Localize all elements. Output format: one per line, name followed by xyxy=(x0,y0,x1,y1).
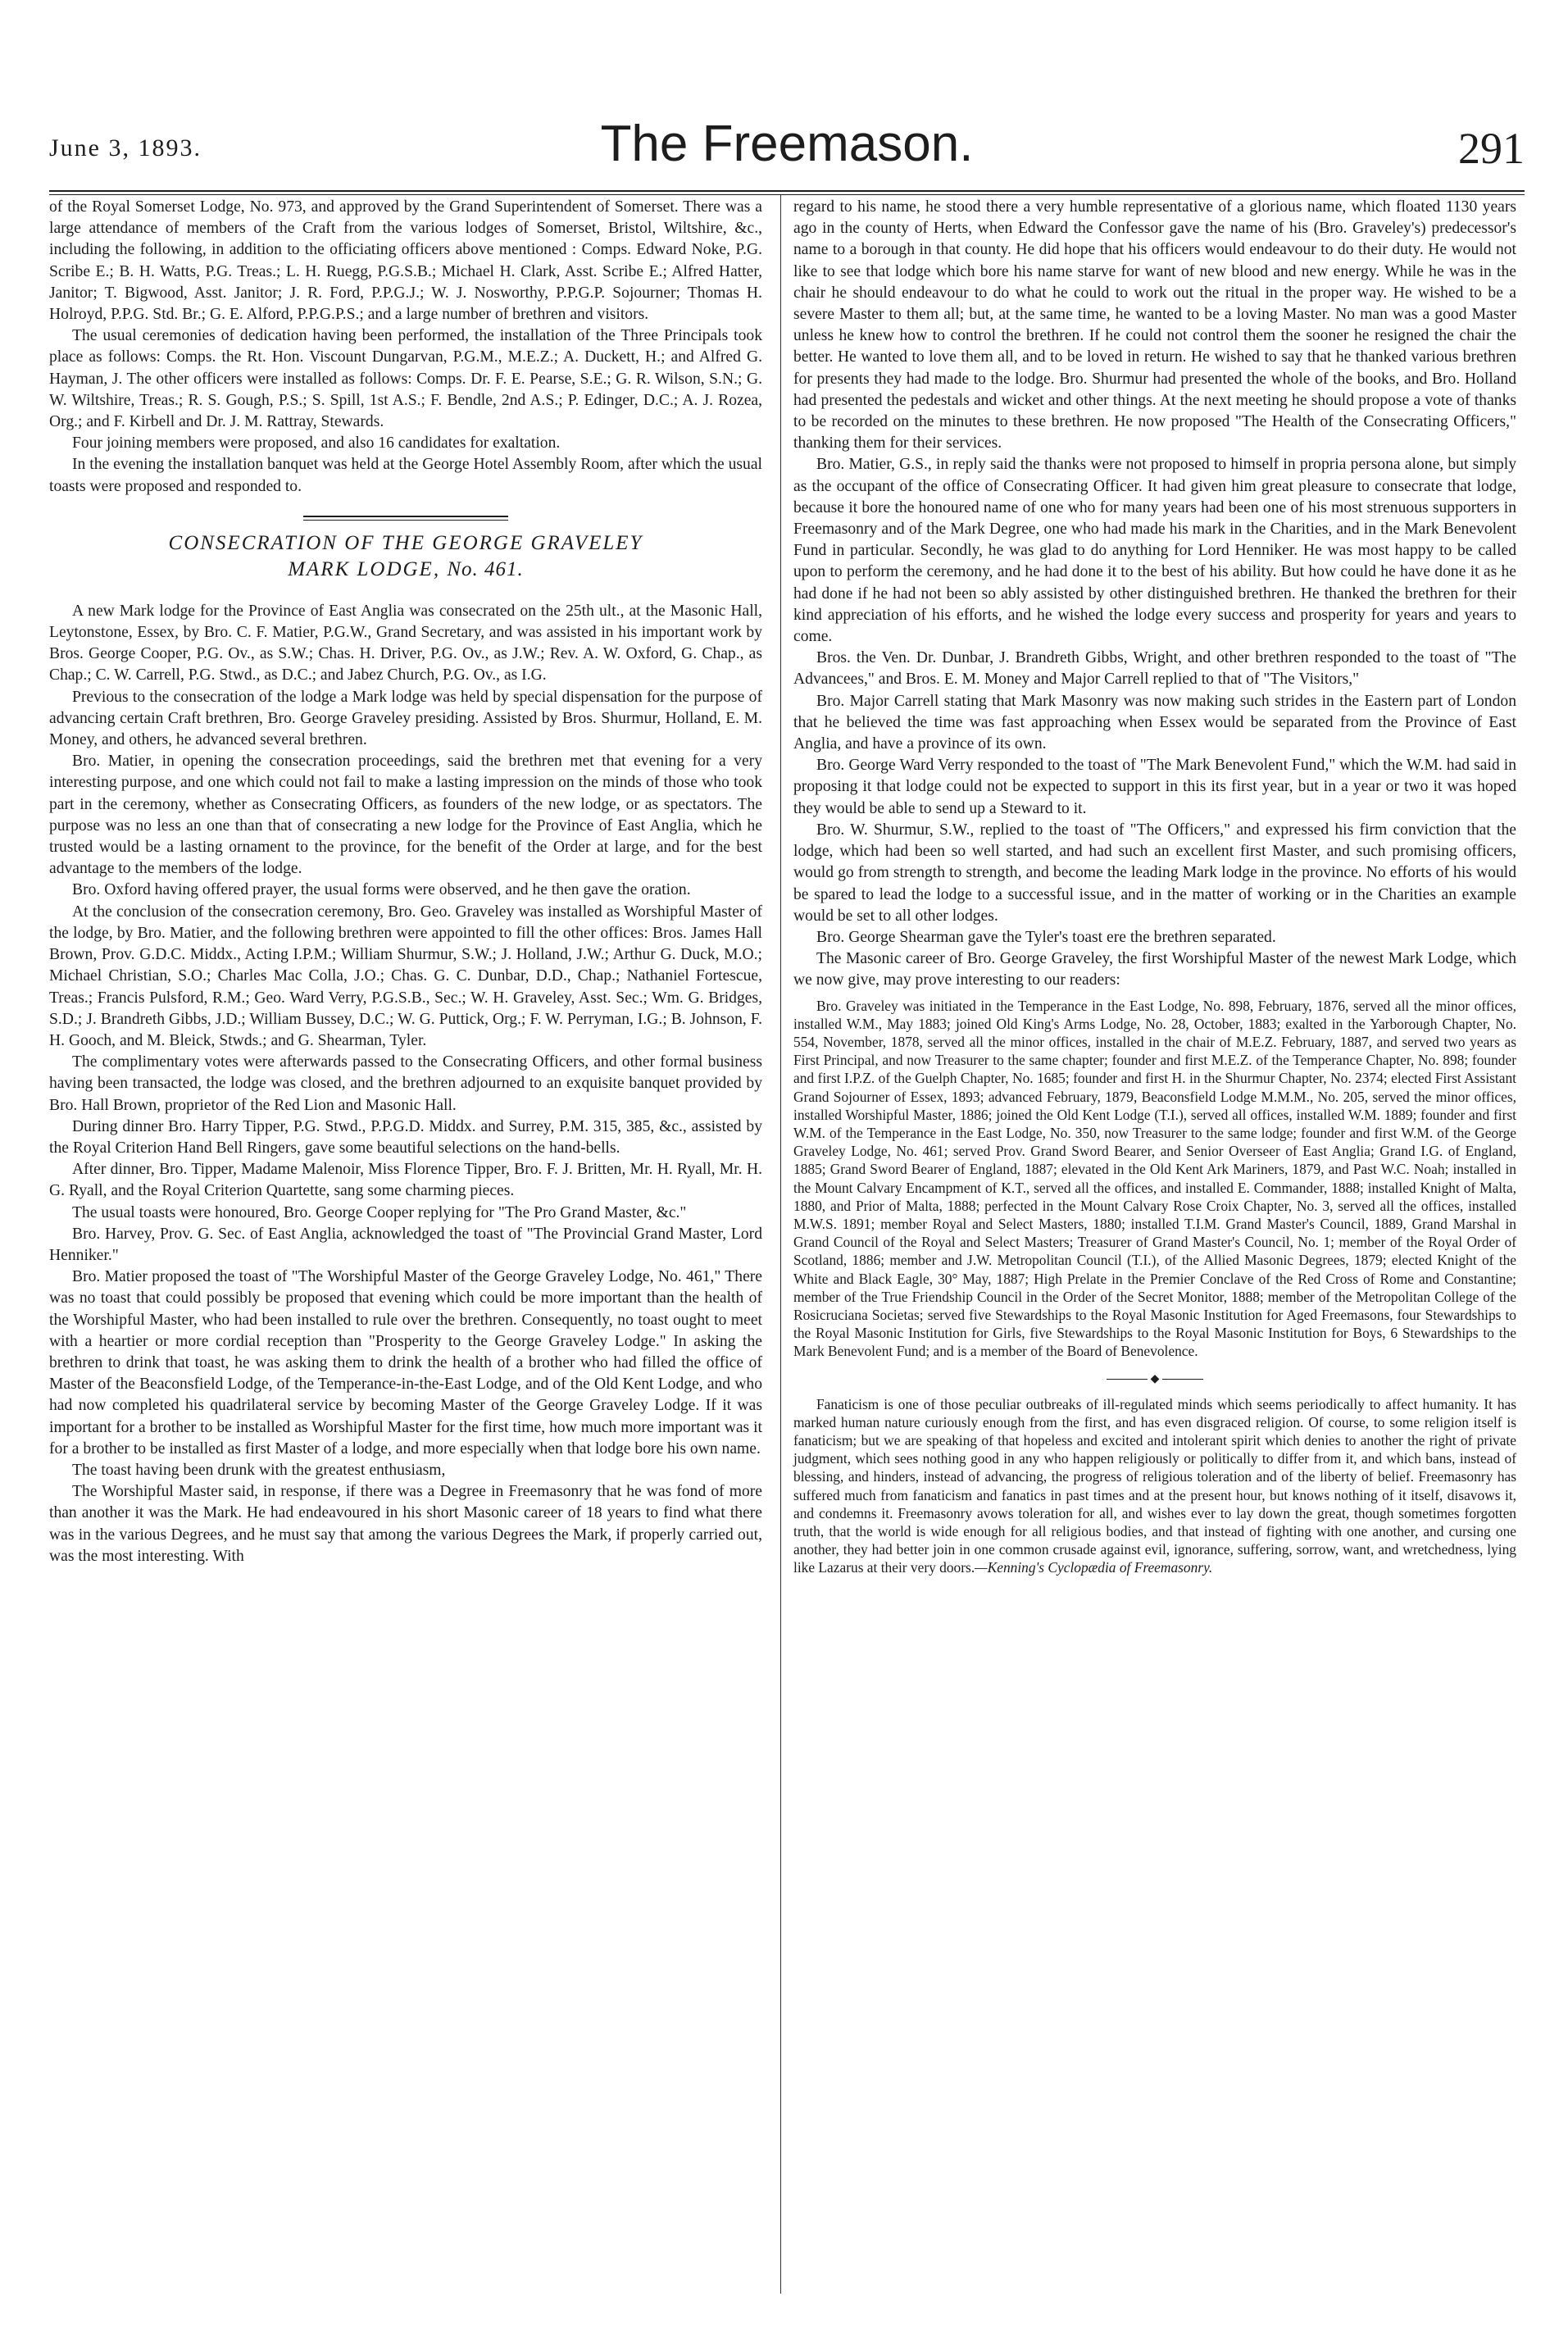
article-paragraph: Bro. Harvey, Prov. G. Sec. of East Anglia, acknowledged the toast of "The Provincial Grand Master, Lord Henniker." xyxy=(49,1225,762,1264)
article-paragraph: The complimentary votes were afterwards passed to the Consecrating Officers, and other formal business having been transacted, the lodge was closed, and the brethren adjourned to an exquisite banquet provided by Bro. Hall Brown, proprietor of the Red Lion and Masonic Hall. xyxy=(49,1053,762,1114)
article-paragraph: Bro. George Shearman gave the Tyler's toast ere the brethren separated. xyxy=(816,928,1276,946)
issue-date: June 3, 1893. xyxy=(49,134,202,161)
fanaticism-paragraph xyxy=(793,1395,1516,1577)
page-number: 291 xyxy=(1458,124,1525,173)
article-paragraph: The usual toasts were honoured, Bro. George Cooper replying for "The Pro Grand Master, &c." xyxy=(72,1203,687,1221)
header-rule xyxy=(49,190,1525,192)
intro-paragraph: In the evening the installation banquet was held at the George Hotel Assembly Room, after which the usual toasts were proposed and responded to. xyxy=(49,456,762,495)
fanaticism-source: —Kenning's Cyclopædia of Freemasonry. xyxy=(975,1559,1213,1576)
article-paragraph: At the conclusion of the consecration ceremony, Bro. Geo. Graveley was installed as Worshipful Master of the lodge, by Bro. Matier, and the following brethren were appointed to fill the other offices: Bros. James Hall Brown, Prov. G.D.C. Middx., Acting I.P.M.; William Shurmur, S.W.; J. Holland, J.W.; Arthur G. Duck, M.O.; Michael Christian, S.O.; Charles Mac Colla, J.O.; Chas. G. C. Dunbar, D.D., Chap.; Nathaniel Fortescue, Treas.; Francis Pulsford, R.M.; Geo. Ward Verry, P.G.S.B., Sec.; W. H. Graveley, Asst. Sec.; Wm. G. Bridges, S.D.; J. Brandreth Gibbs, J.D.; William Bussey, D.C.; W. G. Puttick, Org.; F. W. Perryman, I.G.; B. Johnson, F. H. Gooch, and M. Bleick, Stwds.; and G. Shearman, Tyler. xyxy=(49,903,762,1049)
article-paragraph: The Masonic career of Bro. George Graveley, the first Worshipful Master of the newest Mark Lodge, which we now give, may prove interesting to our readers: xyxy=(793,950,1516,989)
diamond-icon: ◆ xyxy=(1150,1372,1160,1385)
article-heading xyxy=(49,530,762,583)
ornament-divider xyxy=(793,1374,1516,1385)
article-heading-line-2: MARK LODGE, No. 461. xyxy=(288,557,524,580)
right-column xyxy=(793,197,1516,1577)
masthead xyxy=(49,115,1525,189)
article-paragraph: Previous to the consecration of the lodge a Mark lodge was held by special dispensation for the purpose of advancing certain Craft brethren, Bro. George Graveley presiding. Assisted by Bros. Shurmur, Holland, E. M. Money, and others, he advanced several brethren. xyxy=(49,688,762,749)
article-paragraph: The toast having been drunk with the greatest enthusiasm, xyxy=(72,1461,446,1479)
article-paragraph: After dinner, Bro. Tipper, Madame Malenoir, Miss Florence Tipper, Bro. F. J. Britten, Mr. H. Ryall, Mr. H. G. Ryall, and the Royal Criterion Quartette, sang some charming pieces. xyxy=(49,1161,762,1200)
intro-paragraph: of the Royal Somerset Lodge, No. 973, and approved by the Grand Superintendent of Somerset. There was a large attendance of members of the Craft from the various lodges of Somerset, Bristol, Wiltshire, &c., including the following, in addition to the officiating officers above mentioned : Comps. Edward Noke, P.G. Scribe E.; B. H. Watts, P.G. Treas.; L. H. Ruegg, P.G.S.B.; Michael H. Clark, Asst. Scribe E.; Alfred Hatter, Janitor; T. Bigwood, Asst. Janitor; J. R. Ford, P.P.G.J.; W. J. Nosworthy, P.P.G.P. Sojourner; Thomas H. Holroyd, P.P.G. Std. Br.; G. E. Alford, P.P.G.P.S.; and a large number of brethren and visitors. xyxy=(49,198,762,324)
intro-paragraph: Four joining members were proposed, and also 16 candidates for exaltation. xyxy=(72,434,561,453)
career-paragraph: Bro. Graveley was initiated in the Temperance in the East Lodge, No. 898, February, 1876, served all the minor offices, installed W.M., May 1883; joined Old King's Arms Lodge, No. 28, October, 1883; exalted in the Yarborough Chapter, No. 554, November, 1878, served all the minor offices, installed in the chair of M.E.Z. February, 1887, and served two years as First Principal, and now Treasurer to the same chapter; founder and first M.E.Z. of the Temperance Chapter, No. 898; founder and first I.P.Z. of the Guelph Chapter, No. 1685; founder and first H. in the Shurmur Chapter, No. 2374; elected First Assistant Grand Sojourner of Essex, 1893; advanced February, 1879, Beaconsfield Lodge M.M.M., No. 205, served the minor offices, installed Worshipful Master, 1886; joined the Old Kent Lodge (T.I.), served all offices, installed W.M. 1889; founder and first W.M. of the Temperance in the East Lodge, No. 350, now Treasurer to the same lodge; founder and first W.M. of the George Graveley Lodge, No. 461; served Prov. Grand Sword Bearer, and Senior Overseer of East Anglia; Grand I.G. of England, 1885; Grand Sword Bearer of England, 1887; elevated in the Old Kent Ark Mariners, 1879, and Past W.C. Noah; installed in the Mount Calvary Encampment of K.T., served all the offices, and installed E. Commander, 1888; installed Knight of Malta, 1880, and Prior of Malta, 1888; perfected in the Mount Calvary Rose Croix Chapter, No. 3, served all the offices, installed M.W.S. 1891; member Royal and Select Masters, 1880; installed T.I.M. Grand Master's Council, 1889, Grand Marshal in Grand Council of the Royal and Select Masters; Treasurer of Grand Master's Council, No. 1; member of the Royal Order of Scotland, 1886; member and J.W. Metropolitan Council (T.I.), of the Allied Masonic Degrees, 1879; elected Knight of the White and Black Eagle, 30° May, 1887; High Prelate in the Premier Conclave of the Red Cross of Rome and Constantine; member of the True Friendship Council in the Order of the Secret Monitor, 1888; member of the Metropolitan College of the Rosicruciana Societas; served five Stewardships to the Royal Masonic Institution for Aged Freemasons, four Stewardships to the Royal Masonic Institution for Girls, five Stewardships to the Royal Masonic Institution for Boys, 6 Stewardships to the Mark Benevolent Fund; and is a member of the Board of Benevolence. xyxy=(793,997,1516,1360)
article-paragraph: Bro. Matier, G.S., in reply said the thanks were not proposed to himself in propria persona alone, but simply as the occupant of the office of Consecrating Officer. It had given him great pleasure to consecrate that lodge, because it bore the honoured name of one who for many years had been one of his most strenuous supporters in Freemasonry and of the Mark Degree, one who had made his mark in the Charities, and in the Mark Benevolent Fund in particular. Secondly, he was glad to do anything for Lord Henniker. He was most happy to be called upon to perform the ceremony, and he had done it to the best of his ability. But how could he have done it as he had done if he had not been so ably assisted by other distinguished brethren. He thanked the brethren for their kind appreciation of his efforts, and he wished the lodge every success and prosperity for years and years to come. xyxy=(793,456,1516,646)
fanaticism-text: Fanaticism is one of those peculiar outbreaks of ill-regulated minds which seems periodically to affect humanity. It has marked human nature curiously enough from the first, and has even disgraced religion. Of course, to some religion itself is fanaticism; but we are speaking of that hopeless and excited and intolerant spirit which denies to another the right of private judgment, which sees nothing good in any who happen religiously or politically to differ from it, and which bans, instead of blessing, and hinders, instead of advancing, the progress of religious toleration and of the liberty of belief. Freemasonry has suffered much from fanaticism and fanatics in past times and at the present hour, but knows nothing of it itself, disavows it, and condemns it. Freemasonry avows toleration for all, and wishes ever to lay down the great, though sometimes forgotten truth, that the world is wide enough for all religious bodies, and that instead of fighting with one another, and cursing one another, they had better join in one common crusade against evil, ignorance, suffering, sorrow, want, and wretchedness, lying like Lazarus at their very doors. xyxy=(793,1395,1516,1576)
article-paragraph: Bro. George Ward Verry responded to the toast of "The Mark Benevolent Fund," which the W.M. had said in proposing it that lodge could not be expected to support in this its first year, but in a year or two it was hoped they would be able to send up a Steward to it. xyxy=(793,757,1516,817)
column-divider xyxy=(780,195,781,2294)
article-paragraph: Bro. Matier proposed the toast of "The Worshipful Master of the George Graveley Lodge, No. 461," There was no toast that could possibly be proposed that evening which could be more important than the health of the Worshipful Master, who had been installed to rule over the brethren. Consequently, no toast ought to meet with a heartier or more cordial reception than "Prosperity to the George Graveley Lodge." In asking the brethren to drink that toast, he was asking them to drink the health of a brother who had filled the office of Master of the Beaconsfield Lodge, of the Temperance-in-the-East Lodge, and of the Old Kent Lodge, and who had now completed his quadrilateral service by becoming Master of the George Graveley Lodge. If it was important for a brother to be installed as Worshipful Master for the first time, how much more important was it for a brother to be installed as first Master of a lodge, and more especially when that lodge bore his own name. xyxy=(49,1268,762,1458)
article-paragraph: Bros. the Ven. Dr. Dunbar, J. Brandreth Gibbs, Wright, and other brethren responded to the toast of "The Advancees," and Bros. E. M. Money and Major Carrell replied to that of "The Visitors," xyxy=(793,649,1516,689)
article-paragraph: regard to his name, he stood there a very humble representative of a glorious name, which floated 1130 years ago in the county of Herts, when Edward the Confessor gave the name of his (Bro. Graveley's) predecessor's name to a borough in that county. He did hope that his officers would endeavour to do their duty. He would not like to see that lodge which bore his name starve for want of new blood and new energy. While he was in the chair he should endeavour to do what he could to work out the ritual in the proper way. He wished to be a severe Master to them all; but, at the same time, he wanted to be a loving Master. No man was a good Master unless he knew how to control the brethren. If he could not control them the sooner he resigned the chair the better. He wanted to love them all, and to be loved in return. He wished to say that he thanked various brethren for presents they had made to the lodge. Bro. Shurmur had presented the whole of the books, and Bro. Holland had presented the pedestals and wicket and other things. At the next meeting he should propose a vote of thanks to be recorded on the minutes to these brethren. He now proposed "The Health of the Consecrating Officers," thanking them for their services. xyxy=(793,198,1516,453)
header-rule-thin xyxy=(49,194,1525,195)
article-paragraph: The Worshipful Master said, in response, if there was a Degree in Freemasonry that he was fond of more than another it was the Mark. He had endeavoured in his short Masonic career of 18 years to find what there was in the various Degrees, and he must say that among the various Degrees the Mark, if properly carried out, was the most interesting. With xyxy=(49,1483,762,1565)
section-rule xyxy=(303,516,508,521)
article-paragraph: Bro. W. Shurmur, S.W., replied to the toast of "The Officers," and expressed his firm conviction that the lodge, which had been so well started, and had such an excellent first Master, and such promising officers, would go from strength to strength, and become the leading Mark lodge in the province. No efforts of his would be spared to lead the lodge to a successful issue, and in the matter of working or in the Charities an example would be set to all other lodges. xyxy=(793,821,1516,925)
article-paragraph: Bro. Major Carrell stating that Mark Masonry was now making such strides in the Eastern part of London that he believed the time was fast approaching when Essex would be separated from the Province of East Anglia, and have a province of its own. xyxy=(793,692,1516,753)
newspaper-title: The Freemason. xyxy=(600,116,974,172)
article-paragraph: A new Mark lodge for the Province of East Anglia was consecrated on the 25th ult., at the Masonic Hall, Leytonstone, Essex, by Bro. C. F. Matier, P.G.W., Grand Secretary, and was assisted in his important work by Bros. George Cooper, P.G. Ov., as S.W.; Chas. H. Driver, P.G. Ov., as J.W.; Rev. A. W. Oxford, G. Chap., as Chap.; C. W. Carrell, P.G. Stwd., as D.C.; and Jabez Church, P.G. Ov., as I.G. xyxy=(49,602,762,684)
article-heading-line-1: CONSECRATION OF THE GEORGE GRAVELEY xyxy=(168,531,643,554)
article-paragraph: Bro. Matier, in opening the consecration proceedings, said the brethren met that evening for a very interesting purpose, and one which could not fail to make a lasting impression on the minds of those who took part in the ceremony, whether as Consecrating Officers, as founders of the new lodge, or as spectators. The purpose was no less an one than that of consecrating a new lodge for the Province of East Anglia, which he trusted would be a lasting ornament to the province, for the benefit of the Order at large, and for the best advantage to the members of the lodge. xyxy=(49,753,762,878)
article-paragraph: During dinner Bro. Harry Tipper, P.G. Stwd., P.P.G.D. Middx. and Surrey, P.M. 315, 385, &c., assisted by the Royal Criterion Hand Bell Ringers, gave some beautiful selections on the hand-bells. xyxy=(49,1117,762,1157)
lodge-number: No. 461. xyxy=(447,557,524,580)
left-column xyxy=(49,197,762,1567)
article-paragraph: Bro. Oxford having offered prayer, the usual forms were observed, and he then gave the oration. xyxy=(72,881,691,899)
intro-paragraph: The usual ceremonies of dedication having been performed, the installation of the Three Principals took place as follows: Comps. the Rt. Hon. Viscount Dungarvan, P.G.M., M.E.Z.; A. Duckett, H.; and Alfred G. Hayman, J. The other officers were installed as follows: Comps. Dr. F. E. Pearse, S.E.; G. R. Wilson, S.N.; G. W. Wiltshire, Treas.; R. S. Gough, P.S.; S. Spill, 1st A.S.; F. Bendle, 2nd A.S.; P. Edinger, D.C.; A. J. Rozea, Org.; and F. Kirbell and Dr. J. M. Rattray, Stewards. xyxy=(49,327,762,431)
